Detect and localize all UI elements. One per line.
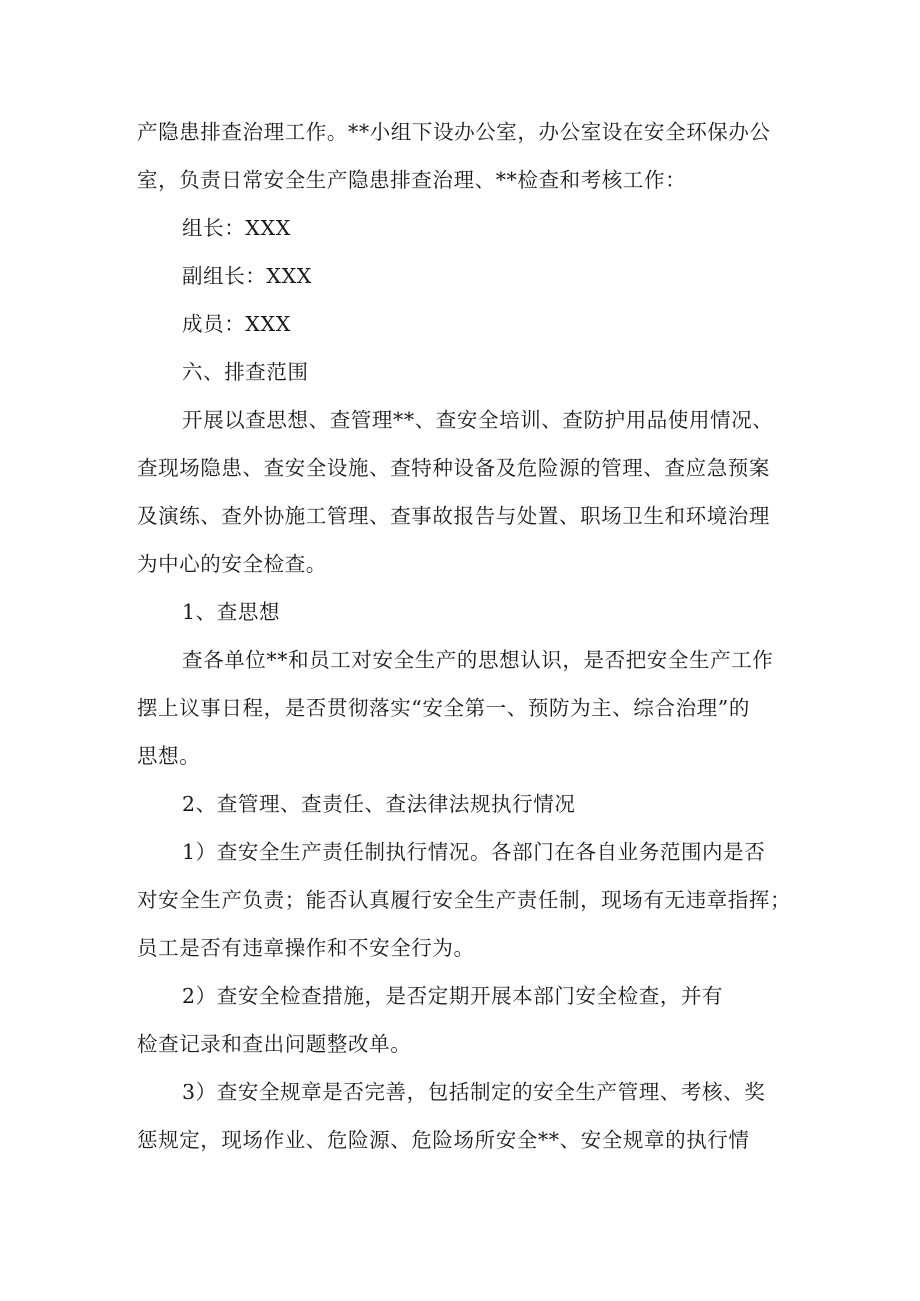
paragraph-line: 3）查安全规章是否完善，包括制定的安全生产管理、考核、奖 (182, 1080, 766, 1104)
subsection-heading: 1、查思想 (182, 600, 281, 624)
section-heading: 六、排查范围 (182, 360, 309, 384)
paragraph-line: 产隐患排查治理工作。**小组下设办公室，办公室设在安全环保办公 (137, 120, 771, 144)
paragraph-line: 对安全生产负责；能否认真履行安全生产责任制，现场有无违章指挥； (137, 888, 792, 912)
paragraph-line: 组长：XXX (182, 216, 291, 240)
paragraph-line: 及演练、查外协施工管理、查事故报告与处置、职场卫生和环境治理 (137, 504, 770, 528)
paragraph-line: 思想。 (137, 744, 201, 768)
paragraph-line: 摆上议事日程，是否贯彻落实“安全第一、预防为主、综合治理”的 (137, 696, 750, 720)
paragraph-line: 员工是否有违章操作和不安全行为。 (137, 936, 475, 960)
paragraph-line: 惩规定，现场作业、危险源、危险场所安全**、安全规章的执行情 (137, 1128, 750, 1152)
paragraph-line: 检查记录和查出问题整改单。 (137, 1032, 412, 1056)
paragraph-line: 查现场隐患、查安全设施、查特种设备及危险源的管理、查应急预案 (137, 456, 770, 480)
paragraph-line: 开展以查思想、查管理**、查安全培训、查防护用品使用情况、 (182, 408, 774, 432)
paragraph-line: 室，负责日常安全生产隐患排查治理、**检查和考核工作： (137, 168, 687, 192)
subsection-heading: 2、查管理、查责任、查法律法规执行情况 (182, 792, 576, 816)
paragraph-line: 成员：XXX (182, 312, 291, 336)
paragraph-line: 副组长：XXX (182, 264, 312, 288)
paragraph-line: 为中心的安全检查。 (137, 552, 327, 576)
paragraph-line: 查各单位**和员工对安全生产的思想认识，是否把安全生产工作 (182, 648, 774, 672)
paragraph-line: 1）查安全生产责任制执行情况。各部门在各自业务范围内是否 (182, 840, 766, 864)
paragraph-line: 2）查安全检查措施，是否定期开展本部门安全检查，并有 (182, 984, 724, 1008)
